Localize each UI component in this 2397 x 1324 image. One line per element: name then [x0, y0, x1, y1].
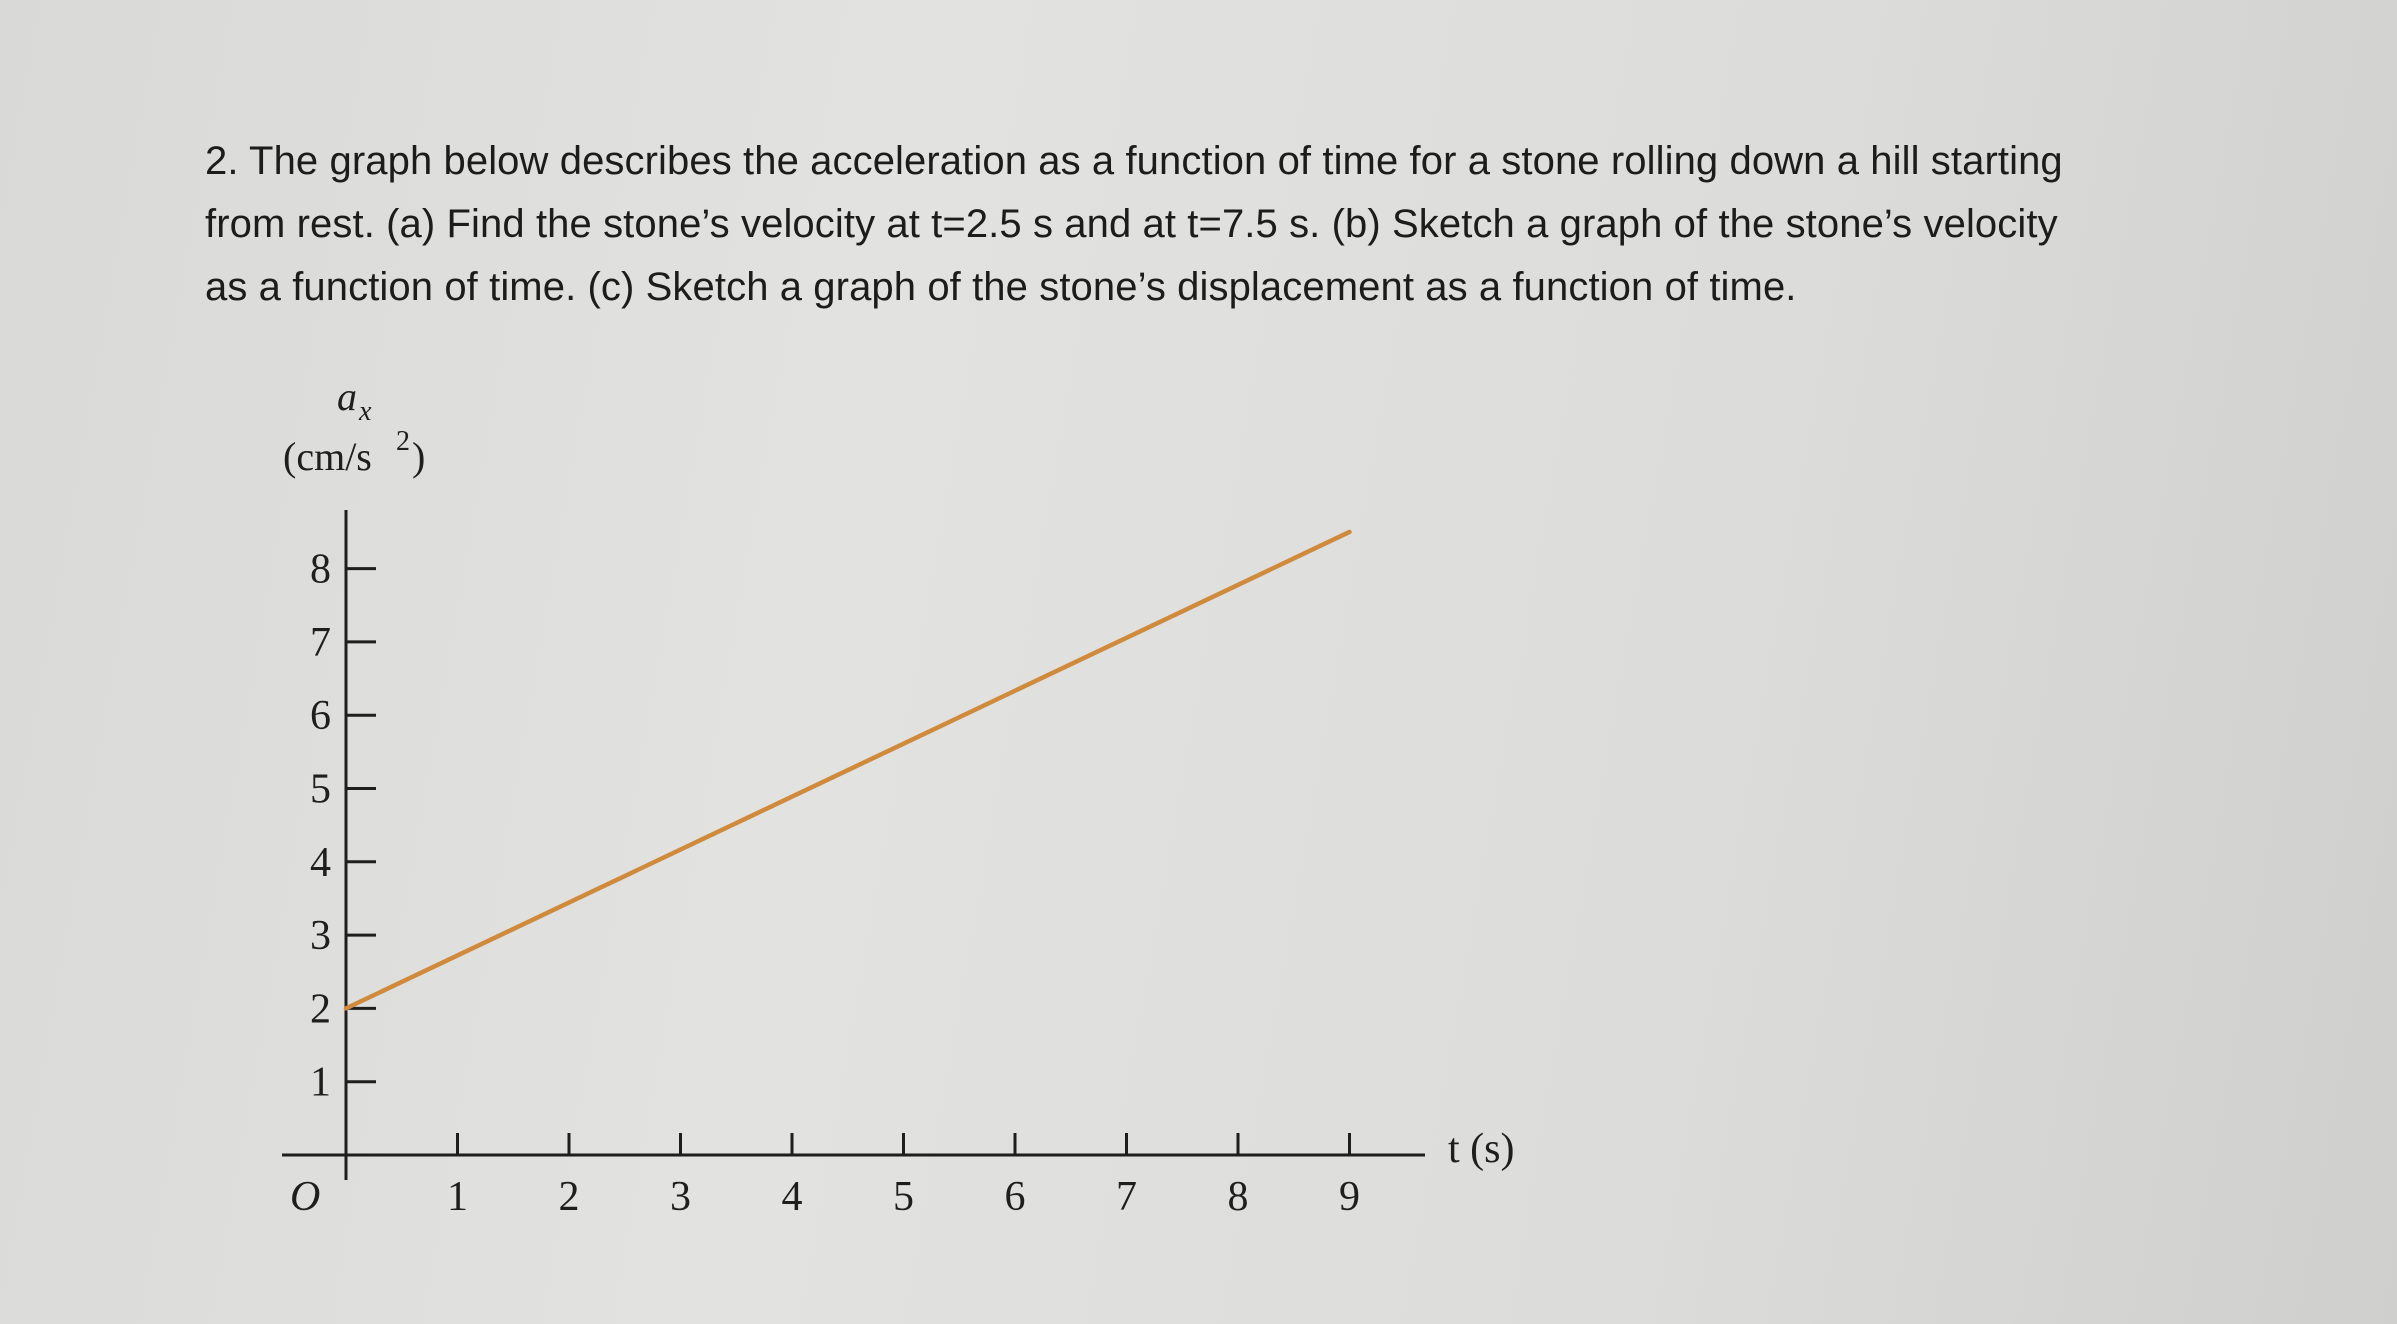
y-tick-label: 4	[310, 839, 331, 886]
x-tick-label: 2	[558, 1174, 580, 1220]
x-tick-label: 9	[1339, 1174, 1360, 1220]
y-tick-label: 7	[310, 619, 331, 666]
axes	[282, 510, 1425, 1180]
series	[346, 532, 1350, 1008]
x-tick-label: 6	[1004, 1174, 1026, 1220]
y-label-unit-prefix: (cm/s	[283, 434, 372, 479]
question-line-3: as a function of time. (c) Sketch a graph of the stone’s displacement as a function of time.	[205, 265, 1797, 309]
x-tick-label: 7	[1116, 1174, 1137, 1220]
x-ticks	[447, 1133, 1360, 1220]
y-tick-label: 6	[310, 693, 331, 740]
y-label-symbol: a	[337, 374, 357, 419]
x-tick-label: 4	[781, 1174, 803, 1220]
x-axis-label: t (s)	[1448, 1126, 1515, 1172]
y-ticks	[310, 547, 376, 1106]
x-tick-label: 5	[893, 1174, 914, 1220]
y-axis-label	[283, 374, 425, 479]
y-tick-label: 8	[310, 546, 331, 593]
y-tick-label: 5	[310, 766, 331, 813]
acceleration-line	[346, 532, 1350, 1008]
question-line-2: from rest. (a) Find the stone’s velocity at t=2.5 s and at t=7.5 s. (b) Sketch a graph of the stone’s velocity	[205, 202, 2058, 246]
y-tick-label: 2	[310, 986, 331, 1033]
x-tick-label: 8	[1227, 1174, 1249, 1220]
origin-label: O	[290, 1174, 321, 1220]
y-label-unit-exp: 2	[396, 426, 410, 457]
y-tick-label: 1	[310, 1059, 331, 1106]
x-tick-label: 1	[447, 1174, 468, 1220]
y-label-unit-suffix: )	[412, 434, 426, 479]
x-tick-label: 3	[670, 1174, 691, 1220]
question-line-1: 2. The graph below describes the acceleration as a function of time for a stone rolling down a hill starting	[205, 139, 2063, 183]
y-label-subscript: x	[359, 396, 372, 427]
y-tick-label: 3	[310, 913, 331, 960]
